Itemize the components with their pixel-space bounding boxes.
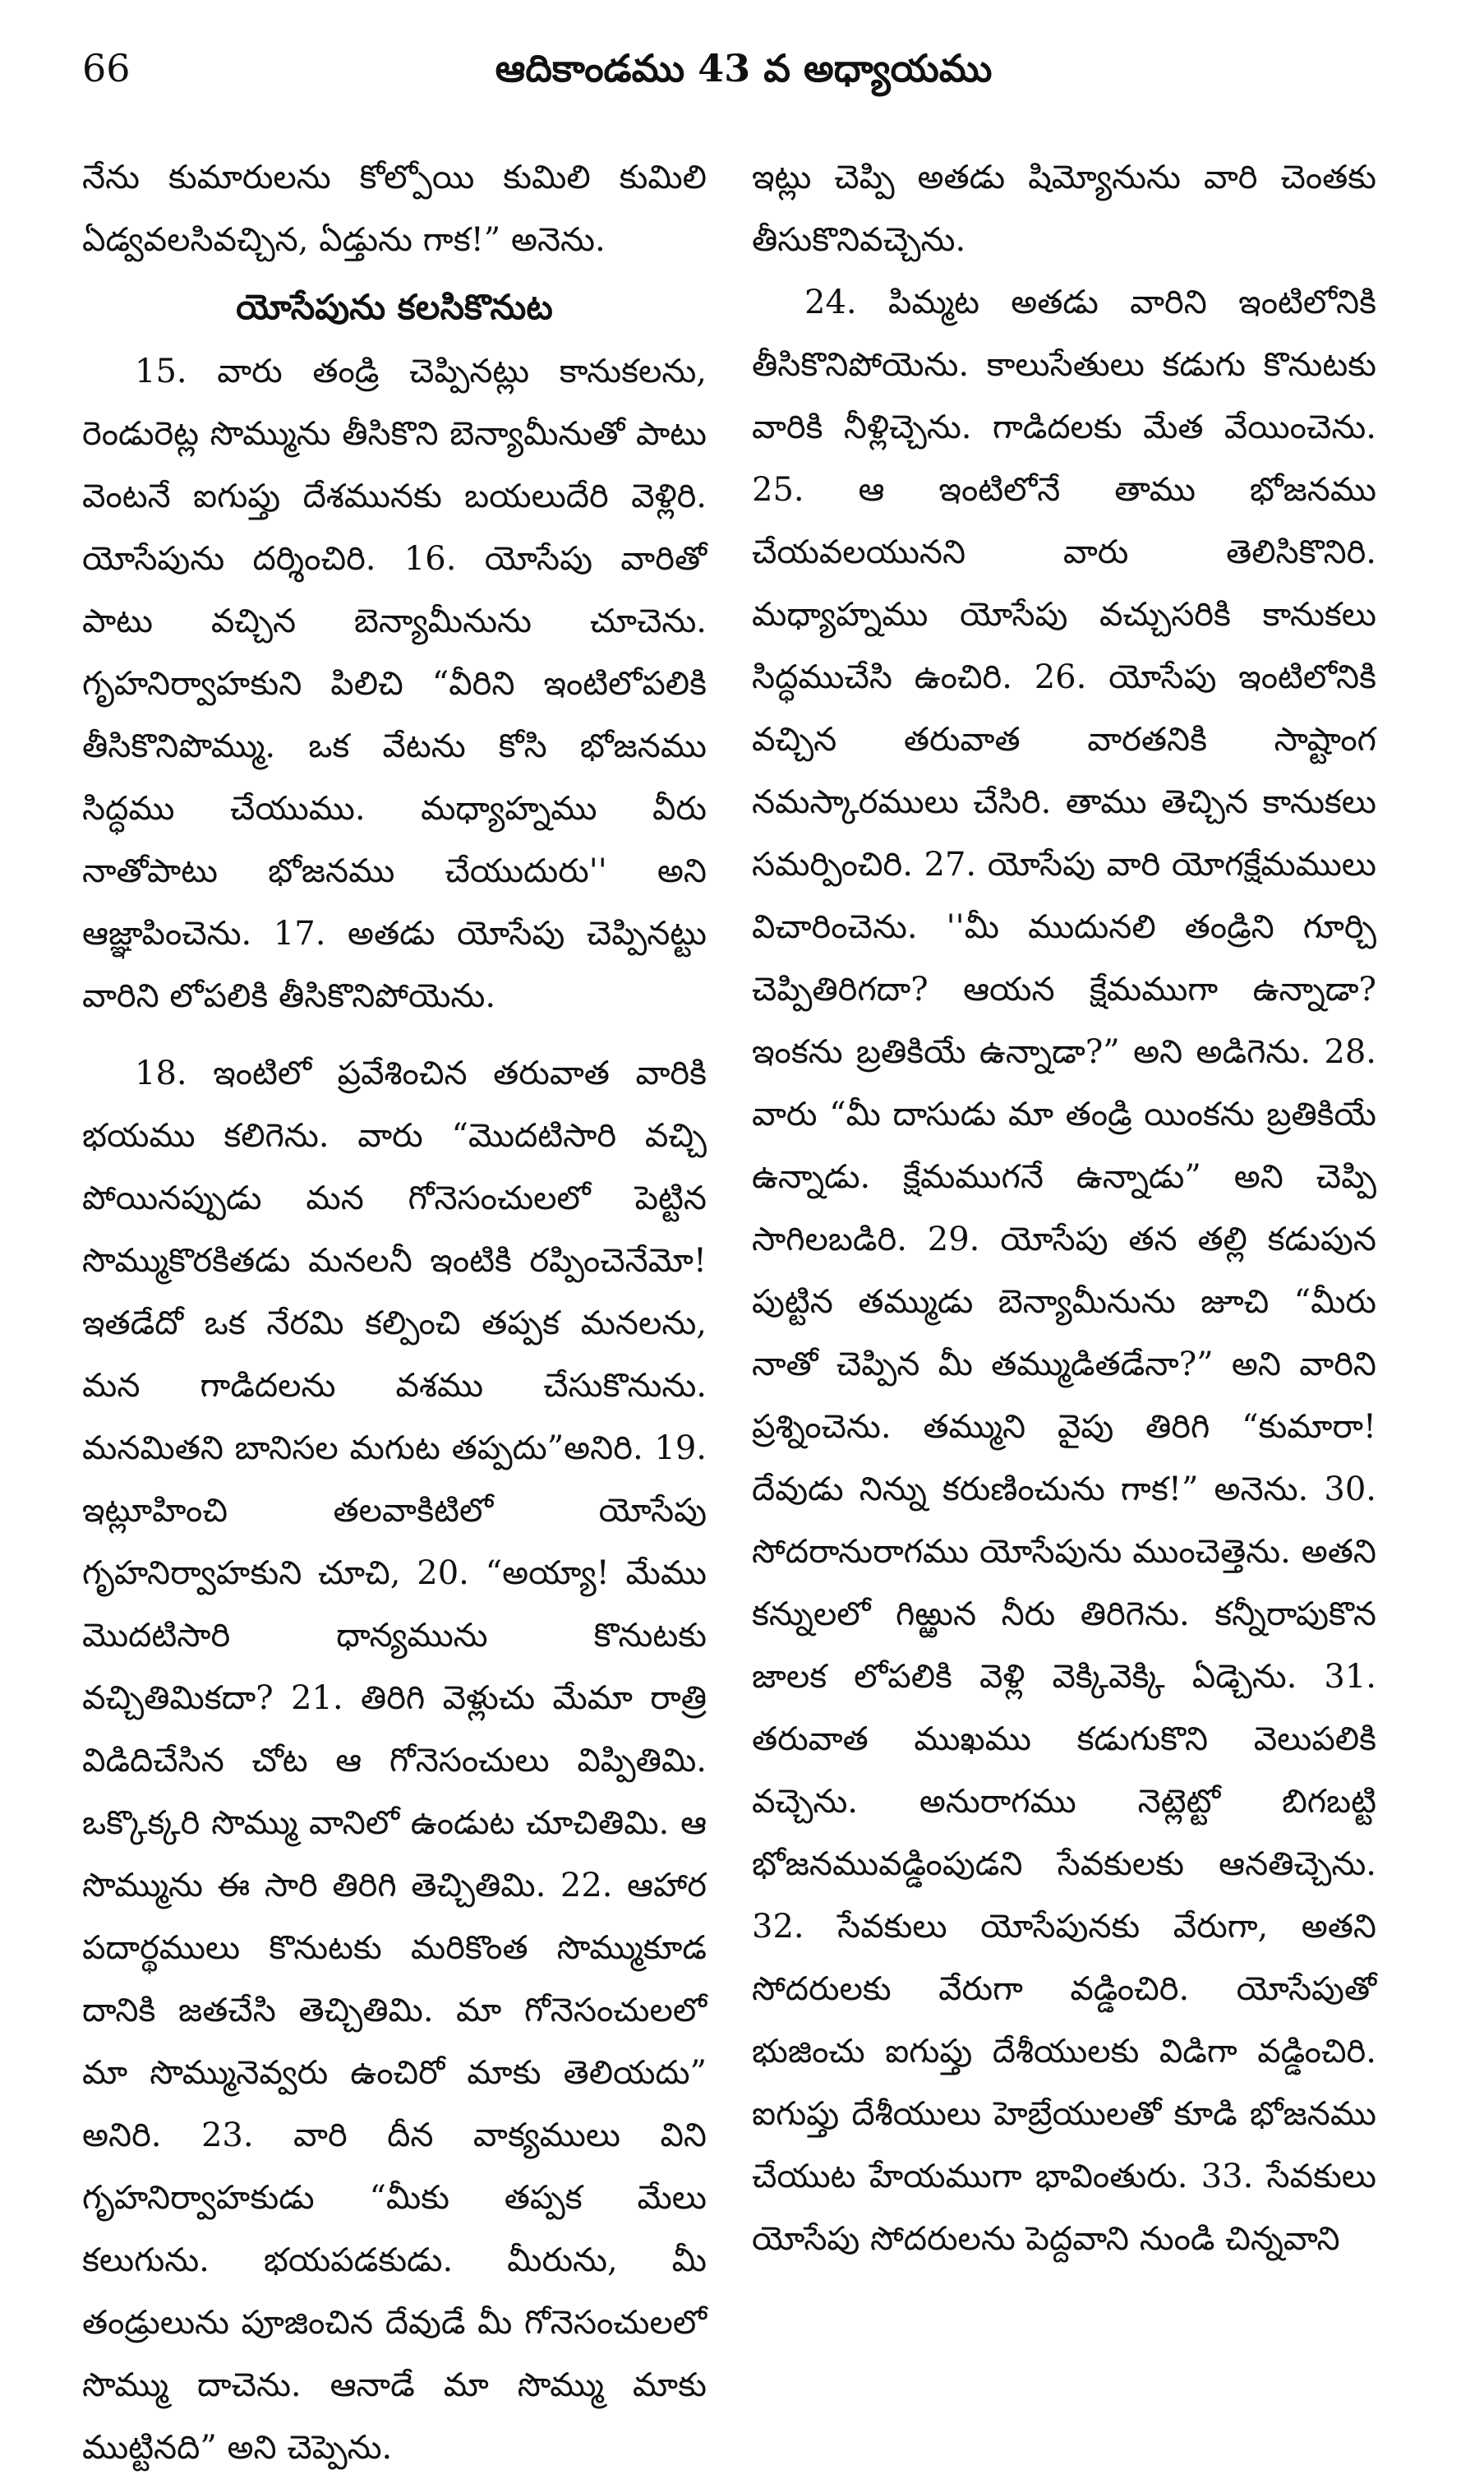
page-header <box>82 39 1405 97</box>
running-title: ఆదికాండము 43 వ అధ్యాయము <box>495 46 993 90</box>
paragraph: 15. వారు తండ్రి చెప్పినట్లు కానుకలను, రెండురెట్ల సొమ్మును తీసికొని బెన్యామీనుతో పాటు వెంటనే ఐగుప్తు దేశమునకు బయలుదేరి వెళ్లిరి. యోసేపును దర్శించిరి. 16. యోసేపు వారితో పాటు వచ్చిన బెన్యామీనును చూచెను. గృహనిర్వాహకుని పిలిచి “వీరిని ఇంటిలోపలికి తీసికొనిపొమ్ము. ఒక వేటను కోసి భోజనము సిద్ధము చేయుము. మధ్యాహ్నము వీరు నాతోపాటు భోజనము చేయుదురు'' అని ఆజ్ఞాపించెను. 17. అతడు యోసేపు చెప్పినట్టు వారిని లోపలికి తీసికొనిపోయెను. <box>82 353 707 1015</box>
section-heading: యోసేపును కలసికొనుట <box>236 287 553 327</box>
right-column <box>752 146 1376 2270</box>
paragraph: 24. పిమ్మట అతడు వారిని ఇంటిలోనికి తీసికొనిపోయెను. కాలుసేతులు కడుగు కొనుటకు వారికి నీళ్లిచ్చెను. గాడిదలకు మేత వేయించెను. 25. ఆ ఇంటిలోనే తాము భోజనము చేయవలయునని వారు తెలిసికొనిరి. మధ్యాహ్నము యోసేపు వచ్చుసరికి కానుకలు సిద్ధముచేసి ఉంచిరి. 26. యోసేపు ఇంటిలోనికి వచ్చిన తరువాత వారతనికి సాష్టాంగ నమస్కారములు చేసిరి. తాము తెచ్చిన కానుకలు సమర్పించిరి. 27. యోసేపు వారి యోగక్షేమములు విచారించెను. ''మీ ముదునలి తండ్రిని గూర్చి చెప్పితిరిగదా? ఆయన క్షేమముగా ఉన్నాడా? ఇంకను బ్రతికియే ఉన్నాడా?” అని అడిగెను. 28. వారు “మీ దాసుడు మా తండ్రి యింకను బ్రతికియే ఉన్నాడు. క్షేమముగనే ఉన్నాడు” అని చెప్పి సాగిలబడిరి. 29. యోసేపు తన తల్లి కడుపున పుట్టిన తమ్ముడు బెన్యామీనును జూచి “మీరు నాతో చెప్పిన మీ తమ్ముడితడేనా?” అని వారిని ప్రశ్నించెను. తమ్ముని వైపు తిరిగి “కుమారా! దేవుడు నిన్ను కరుణించును గాక!” అనెను. 30. సోదరానురాగము యోసేపును ముంచెత్తెను. అతని కన్నులలో గిఱ్ఱున నీరు తిరిగెను. కన్నీరాపుకొన జాలక లోపలికి వెళ్లి వెక్కివెక్కి ఏడ్చెను. 31. తరువాత ముఖము కడుగుకొని వెలుపలికి వచ్చెను. అనురాగము నెట్లెట్టో బిగబట్టి భోజనమువడ్డింపుడని సేవకులకు ఆనతిచ్చెను. 32. సేవకులు యోసేపునకు వేరుగా, అతని సోదరులకు వేరుగా వడ్డించిరి. యోసేపుతో భుజించు ఐగుప్తు దేశీయులకు విడిగా వడ్డించిరి. ఐగుప్తు దేశీయులు హెబ్రేయులతో కూడి భోజనము చేయుట హేయముగా భావింతురు. 33. సేవకులు యోసేపు సోదరులను పెద్దవాని నుండి చిన్నవాని <box>752 284 1376 2258</box>
paragraph: 18. ఇంటిలో ప్రవేశించిన తరువాత వారికి భయము కలిగెను. వారు “మొదటిసారి వచ్చి పోయినప్పుడు మన గోనెసంచులలో పెట్టిన సొమ్ముకొరకితడు మనలనీ ఇంటికి రప్పించెనేమో! ఇతడేదో ఒక నేరమి కల్పించి తప్పక మనలను, మన గాడిదలను వశము చేసుకొనును. మనమితని బానిసల మగుట తప్పదు”అనిరి. 19. ఇట్లూహించి తలవాకిటిలో యోసేపు గృహనిర్వాహకుని చూచి, 20. “అయ్యా! మేము మొదటిసారి ధాన్యమును కొనుటకు వచ్చితిమికదా? 21. తిరిగి వెళ్లుచు మేమా రాత్రి విడిదిచేసిన చోట ఆ గోనెసంచులు విప్పితిమి. ఒక్కొక్కరి సొమ్ము వానిలో ఉండుట చూచితిమి. ఆ సొమ్మును ఈ సారి తిరిగి తెచ్చితిమి. 22. ఆహార పదార్థములు కొనుటకు మరికొంత సొమ్ముకూడ దానికి జతచేసి తెచ్చితిమి. మా గోనెసంచులలో మా సొమ్మునెవ్వరు ఉంచిరో మాకు తెలియదు” అనిరి. 23. వారి దీన వాక్యములు విని గృహనిర్వాహకుడు “మీకు తప్పక మేలు కలుగును. భయపడకుడు. మీరును, మీ తండ్రులును పూజించిన దేవుడే మీ గోనెసంచులలో సొమ్ము దాచెను. ఆనాడే మా సొమ్ము మాకు ముట్టినది” అని చెప్పెను. <box>82 1055 707 2467</box>
page-number: 66 <box>82 46 131 90</box>
left-column <box>82 146 707 2479</box>
paragraph: ఇట్లు చెప్పి అతడు షిమ్యోనును వారి చెంతకు తీసుకొనివచ్చెను. <box>752 159 1376 259</box>
paragraph: నేను కుమారులను కోల్పోయి కుమిలి కుమిలి ఏడ్వవలసివచ్చిన, ఏడ్తును గాక!” అనెను. <box>82 159 707 259</box>
